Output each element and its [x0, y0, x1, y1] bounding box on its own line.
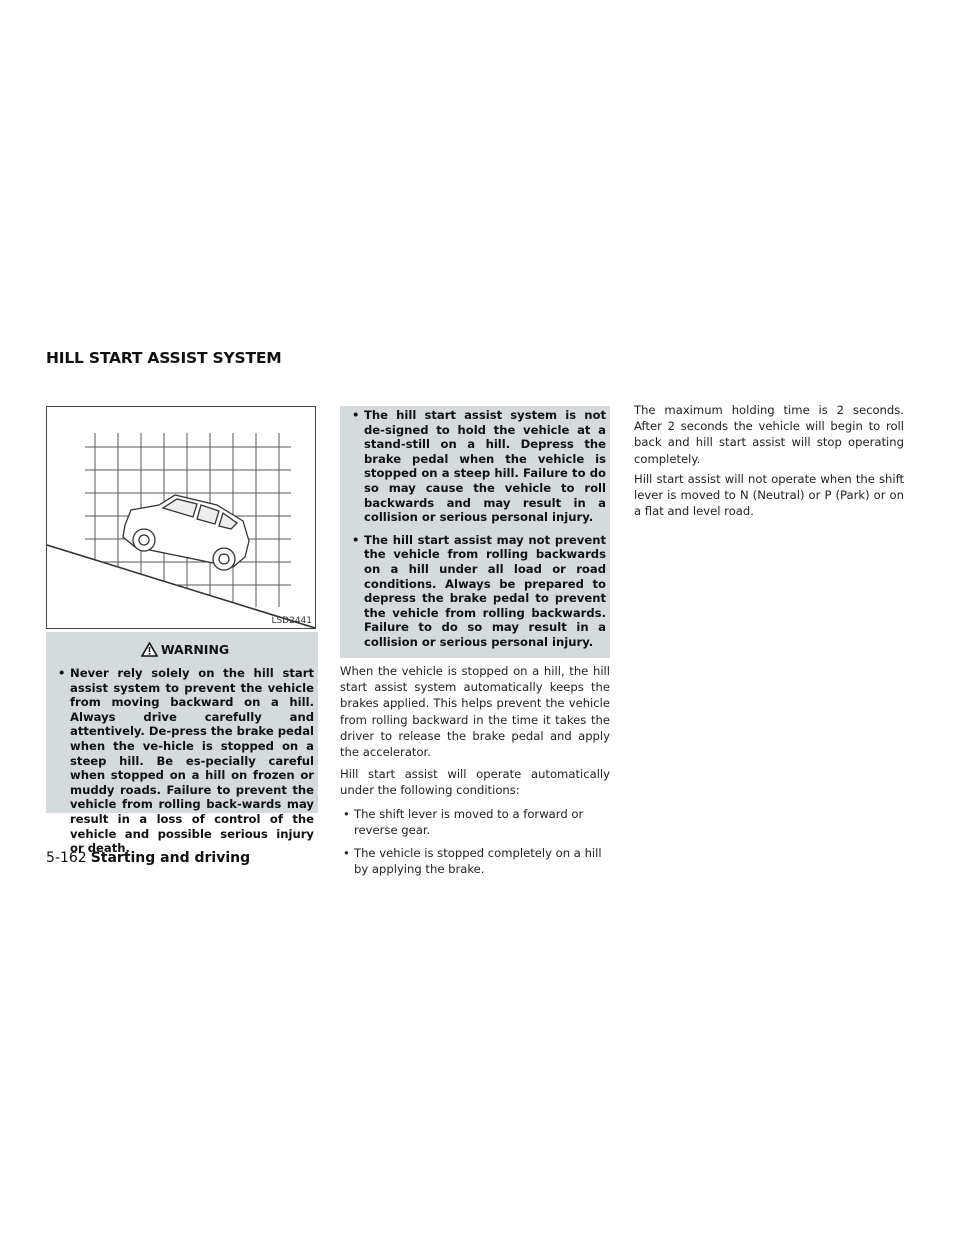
- warning-label: WARNING: [160, 641, 230, 657]
- chapter-title: Starting and driving: [90, 850, 251, 866]
- warning-item: • The hill start assist may not prevent the vehicle from rolling backwards on a hill under all load or road conditions. Always be prepared to depress the brake pedal to prevent the vehicle from rolling backwards. Failure to do so may result in a collision or serious personal injury.: [350, 533, 606, 650]
- warning-header: [56, 640, 314, 658]
- section-title: HILL START ASSIST SYSTEM: [46, 349, 282, 367]
- condition-item: • The vehicle is stopped completely on a hill by applying the brake.: [340, 845, 610, 877]
- body-paragraph: The maximum holding time is 2 seconds. After 2 seconds the vehicle will begin to roll back and hill start assist will stop operating completely.: [634, 403, 904, 466]
- body-paragraph: Hill start assist will not operate when the shift lever is moved to N (Neutral) or P (Park) or on a flat and level road.: [634, 472, 904, 519]
- figure-code: LSD2441: [271, 616, 312, 626]
- car-on-hill-illustration: [47, 407, 315, 628]
- page-footer: [46, 850, 250, 866]
- warning-item: • The hill start assist system is not de-signed to hold the vehicle at a stand-still on a hill. Depress the brake pedal when the vehicle is stopped on a steep hill. Failure to do so may cause the vehicle to roll backwards and may result in a collision or serious personal injury.: [350, 408, 606, 525]
- warning-box: [46, 632, 318, 856]
- warning-item: • Never rely solely on the hill start assist system to prevent the vehicle from moving backward on a hill. Always drive carefully and attentively. De-press the brake pedal when the ve-hicle is stopped on a steep hill. Be es-pecially careful when stopped on a hill on frozen or muddy roads. Failure to prevent the vehicle from rolling back-wards may result in a loss of control of the vehicle and possible serious injury or death.: [56, 666, 314, 856]
- warning-triangle-icon: [141, 642, 158, 657]
- condition-item: • The shift lever is moved to a forward or reverse gear.: [340, 806, 610, 838]
- body-paragraph: Hill start assist will operate automatically under the following conditions:: [340, 767, 610, 798]
- hill-figure: [46, 406, 316, 629]
- warning-box-continued: [340, 406, 610, 658]
- body-paragraph: When the vehicle is stopped on a hill, the hill start assist system automatically keeps the brakes applied. This helps prevent the vehicle from rolling backward in the time it takes the driver to release the brake pedal and apply the accelerator.: [340, 664, 610, 760]
- page-number: 5-162: [46, 850, 87, 866]
